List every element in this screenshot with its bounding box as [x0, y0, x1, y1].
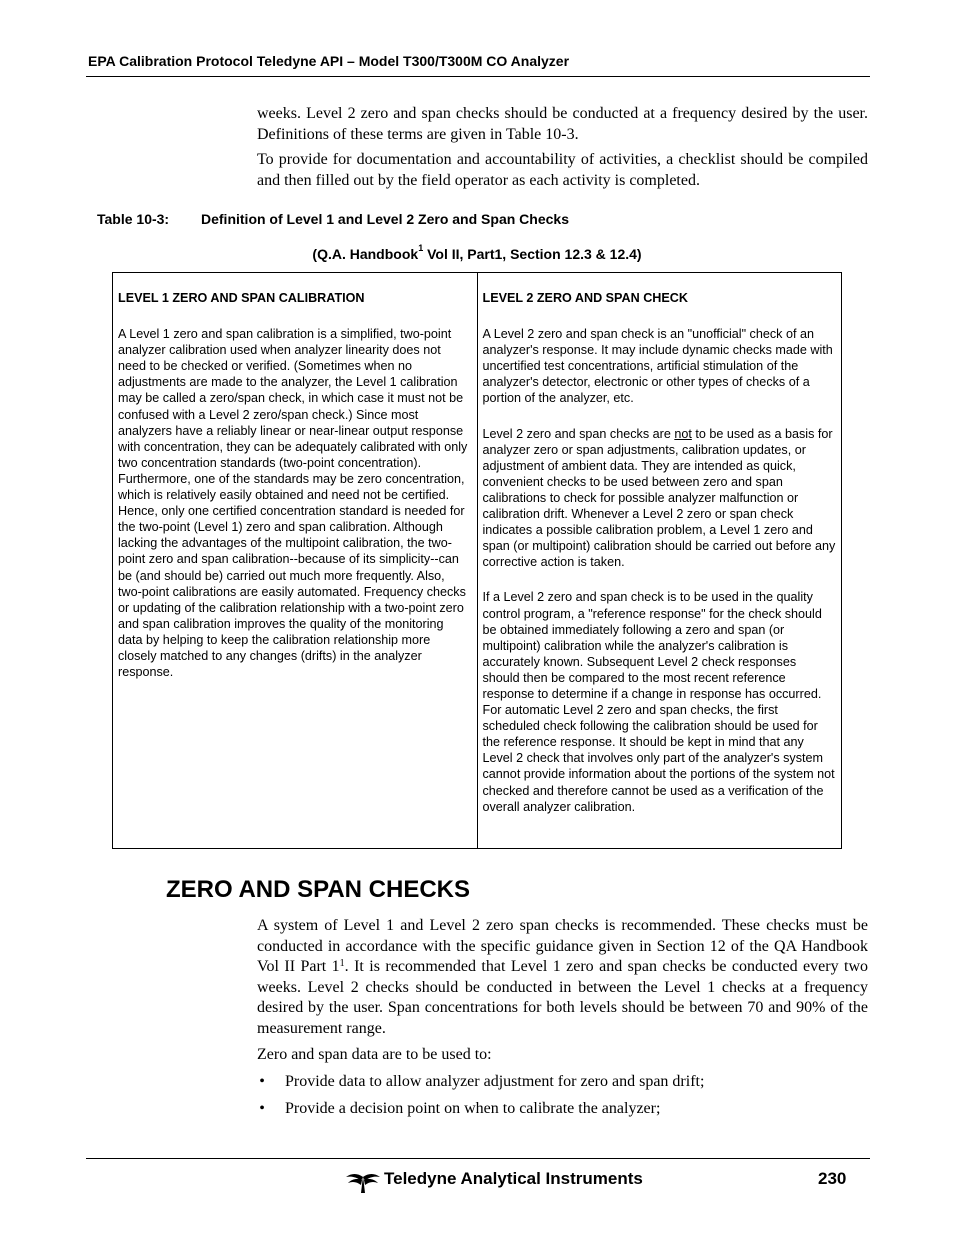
subcaption-suffix: Vol II, Part1, Section 12.3 & 12.4) — [423, 246, 642, 262]
subcaption-footnote-ref: 1 — [418, 243, 424, 253]
table-column-level-2 — [478, 273, 842, 848]
table-caption — [97, 211, 872, 227]
subcaption-prefix: (Q.A. Handbook — [312, 246, 419, 262]
level-2-description-3: If a Level 2 zero and span check is to be used in the quality control program, a "reference response" for the check should be obtained immediately following a zero and span (or multipoint) calibration while the analyzer's calibration is accurately known. Subsequent Level 2 check responses should then be compared to the most recent reference response to determine if a change in response has occurred. For automatic Level 2 zero and span checks, the first scheduled check following the calibration should be used for the reference response. It should be kept in mind that any Level 2 check that involves only part of the analyzer's system cannot provide information about the portions of the system not checked and therefore cannot be used as a verification of the overall analyzer calibration. — [482, 590, 835, 814]
level-2-description-2 — [483, 426, 837, 571]
footer-divider — [86, 1158, 870, 1159]
section-paragraph-2: Zero and span data are to be used to: — [257, 1046, 492, 1063]
bullet-icon: • — [259, 1072, 265, 1090]
bullet-list — [257, 1072, 868, 1120]
bullet-icon: • — [259, 1100, 265, 1117]
table-title: Definition of Level 1 and Level 2 Zero and Span Checks — [201, 211, 569, 227]
level-2-text-after: to be used as a basis for analyzer zero or span adjustments, calibration updates, or adjustment of ambient data. They are intended as quick, convenient checks to be used between zero and span calibrations to check for possible analyzer malfunction or calibration drift. Whenever a Level 2 zero or span check indicates a possible calibration problem, a Level 1 zero and span (or multipoint) calibration should be carried out before any corrective action is taken. — [482, 426, 836, 570]
level-2-underlined-not: not — [674, 426, 692, 441]
definition-table — [112, 272, 842, 849]
list-item-text: Provide data to allow analyzer adjustment for zero and span drift; — [285, 1072, 705, 1090]
level-2-description-1: A Level 2 zero and span check is an "unofficial" check of an analyzer's response. It may include dynamic checks made with uncertified test concentrations, artificial stimulation of the analyzer's detector, electronic or other types of checks of a portion of the analyzer, etc. — [482, 327, 833, 406]
intro-paragraph-2: To provide for documentation and accountability of activities, a checklist should be compiled and then filled out by the field operator as each activity is completed. — [257, 151, 868, 189]
section-title: ZERO AND SPAN CHECKS — [166, 876, 471, 903]
list-item — [257, 1072, 868, 1093]
page-number: 230 — [818, 1169, 847, 1188]
level-1-description: A Level 1 zero and span calibration is a simplified, two-point analyzer calibration used when analyzer linearity does not need to be checked or verified. (Sometimes when no adjustments are made to the analyzer, the Level 1 calibration may be called a zero/span check, in which case it must not be confused with a Level 2 zero/span check.) Since most analyzers have a reliably linear or near-linear output response with concentration, they can be adequately calibrated with only two concentration standards (two-point concentration). Furthermore, one of the standards may be zero concentration, which is relatively easily obtained and need not be certified. Hence, only one certified concentration standard is needed for the two-point (Level 1) zero and span calibration. Although lacking the advantages of the multipoint calibration, the two-point zero and span calibration--because of its simplicity--can be (and should be) carried out much more frequently. Also, two-point calibrations are easily automated. Frequency checks or updating of the calibration relationship with a two-point zero and span calibration improves the quality of the monitoring data by helping to keep the calibration relationship more closely matched to any changes (drifts) in the analyzer response. — [118, 327, 468, 680]
intro-paragraph-1: weeks. Level 2 zero and span checks should be conducted at a frequency desired by the user. Definitions of these terms are given in Table 10-3. — [257, 105, 868, 143]
section-paragraph-1 — [257, 916, 868, 1039]
column-heading-level-1: LEVEL 1 ZERO AND SPAN CALIBRATION — [118, 291, 365, 305]
level-2-text-before: Level 2 zero and span checks are — [482, 426, 675, 441]
table-subcaption — [0, 243, 954, 262]
footer-company-name: Teledyne Analytical Instruments — [384, 1169, 643, 1188]
intro-text — [257, 104, 868, 191]
section-paragraph-1-after: . It is recommended that Level 1 zero and span checks be conducted every two weeks. Level 2 checks should be conducted in between the Level 1 checks at a frequency desired by the user. Span concentrations for both levels should be between 70 and 90% of the measurement range. — [257, 958, 868, 1037]
list-item-text: Provide a decision point on when to calibrate the analyzer; — [285, 1100, 661, 1117]
running-header: EPA Calibration Protocol Teledyne API – Model T300/T300M CO Analyzer — [88, 53, 570, 69]
section-paragraph-1-before: A system of Level 1 and Level 2 zero span checks is recommended. These checks must be conducted in accordance with the specific guidance given in Section 12 of the QA Handbook Vol II Part 1 — [257, 917, 868, 975]
column-heading-level-2: LEVEL 2 ZERO AND SPAN CHECK — [482, 291, 688, 305]
list-item — [257, 1099, 868, 1120]
footnote-ref: 1 — [339, 958, 345, 969]
table-number: Table 10-3: — [97, 211, 170, 227]
section-body — [257, 916, 868, 1127]
teledyne-logo-icon — [345, 1172, 381, 1194]
header-divider — [86, 76, 870, 77]
table-column-level-1 — [113, 273, 478, 848]
